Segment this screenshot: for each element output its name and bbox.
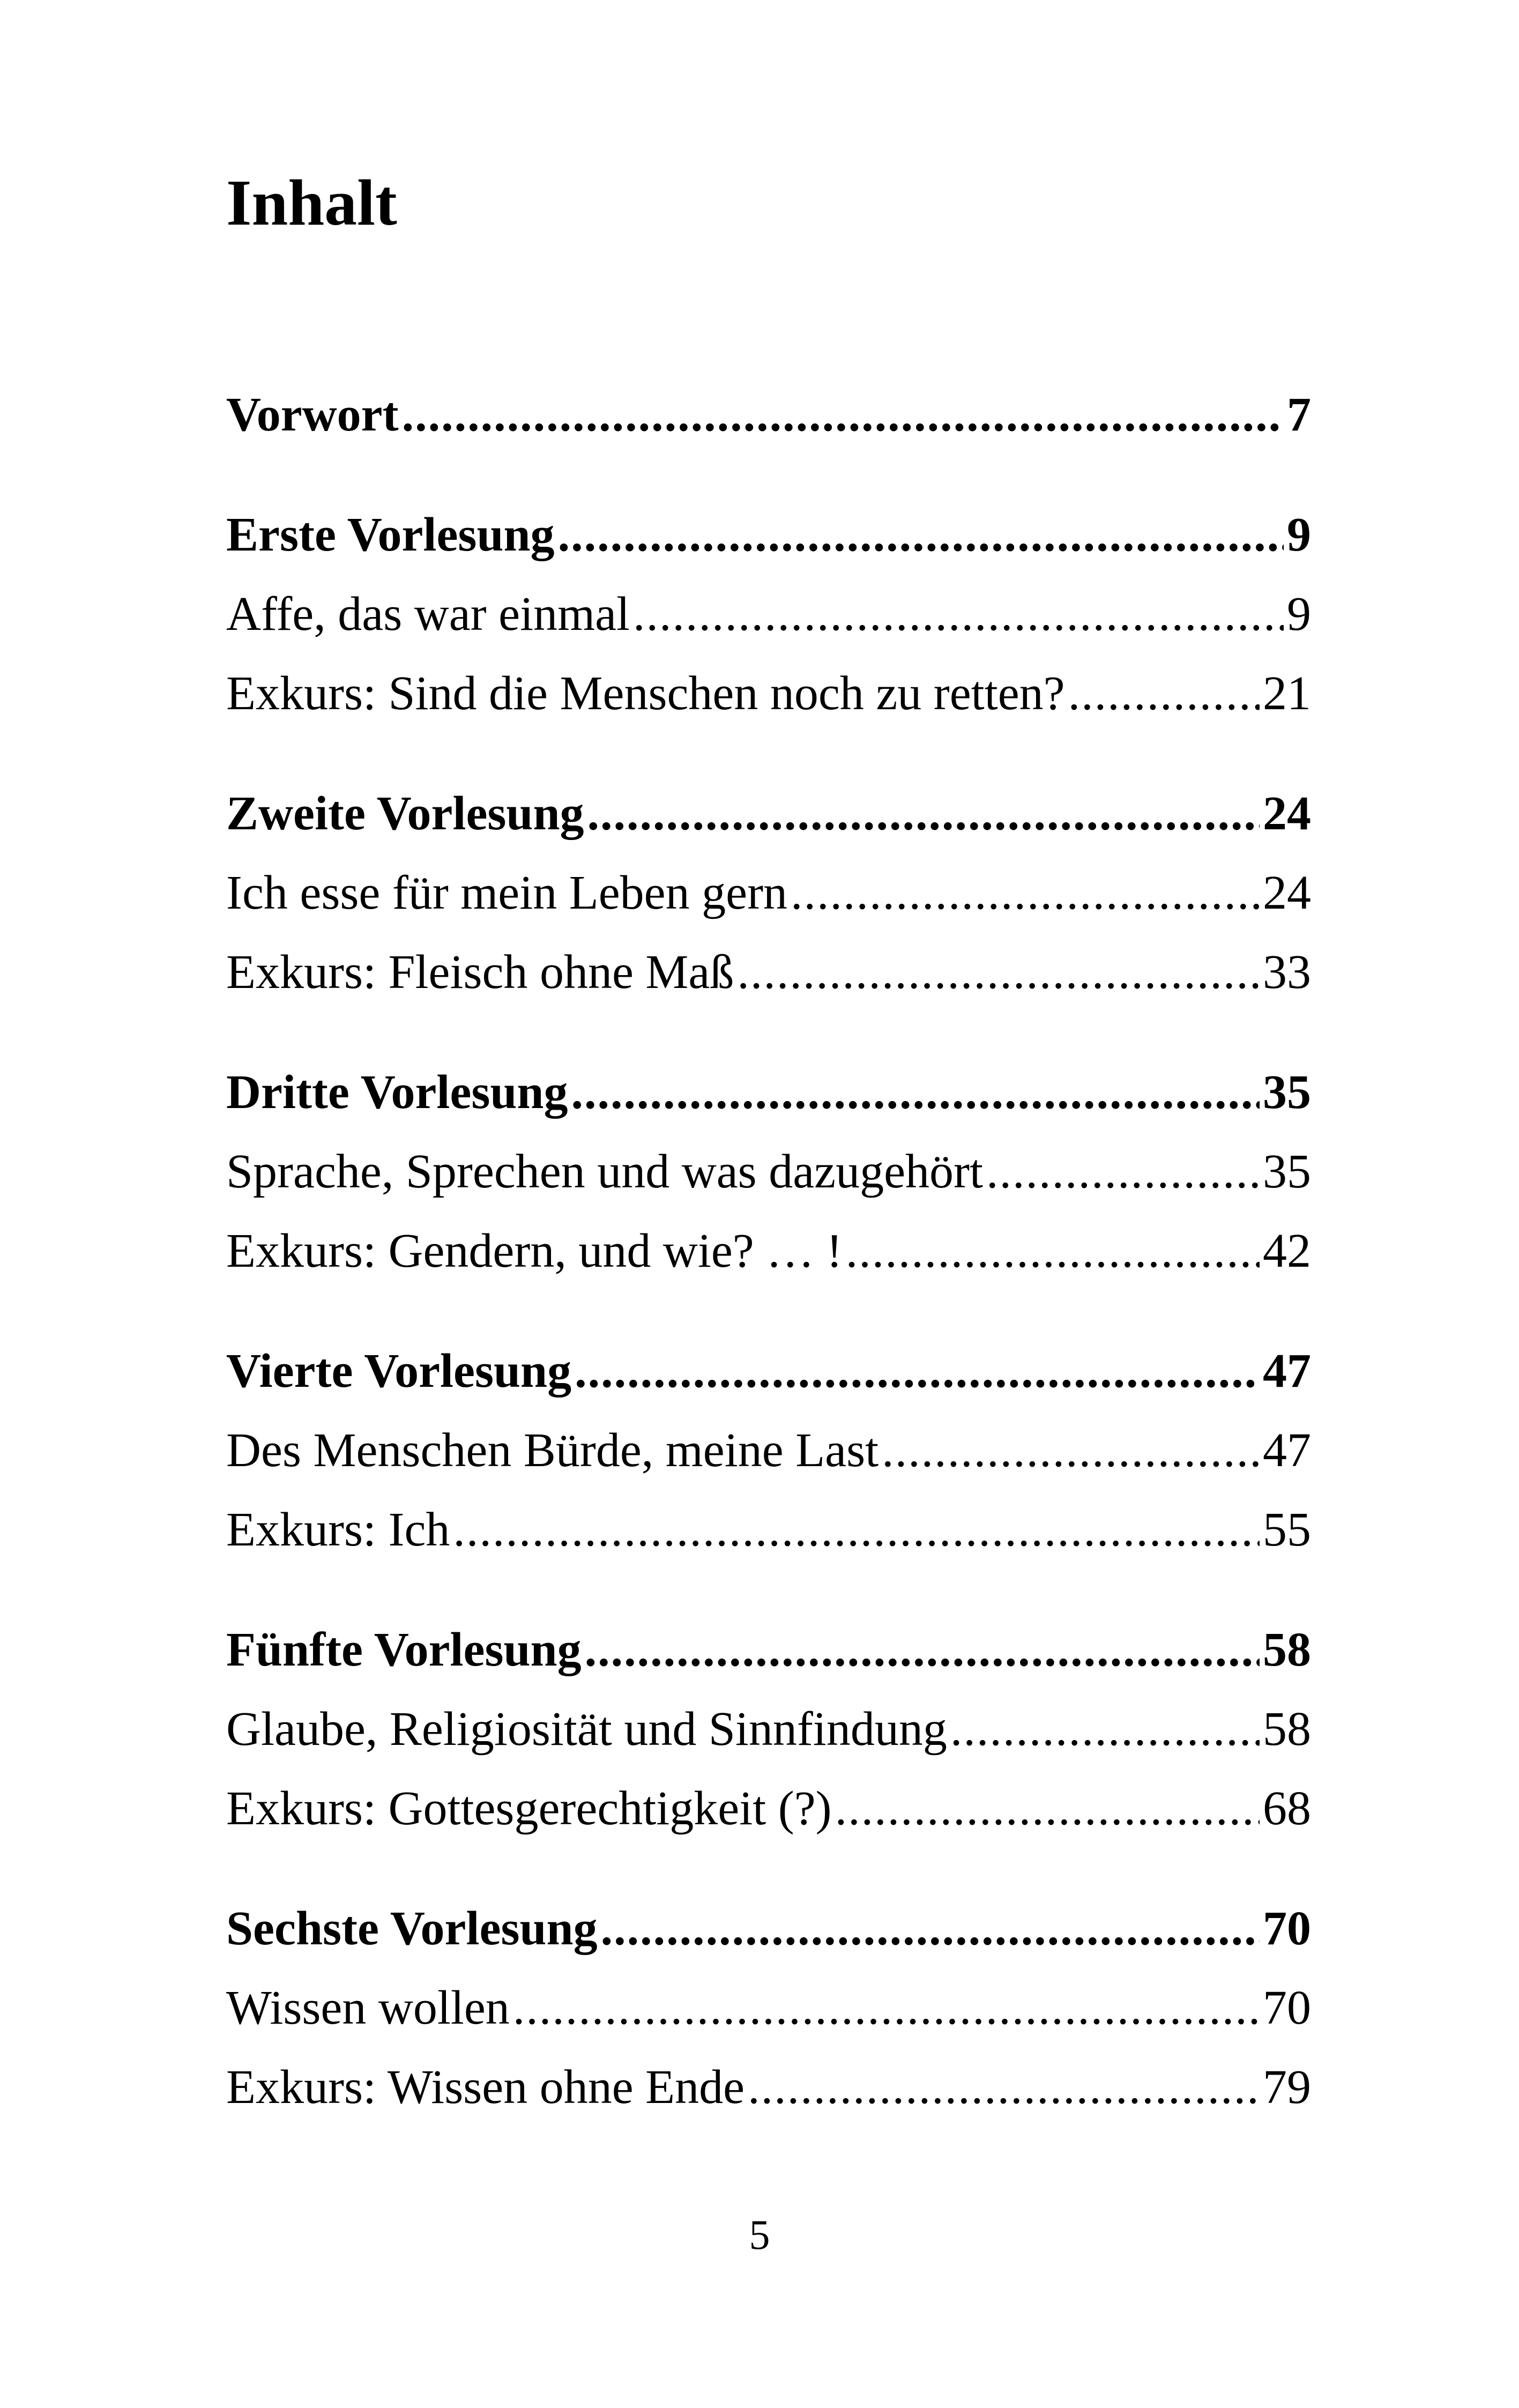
toc-entry-title: Erste Vorlesung (226, 508, 555, 561)
toc-entry-chapter-4 (226, 1332, 1311, 1411)
toc-entry-chapter-6 (226, 1889, 1311, 1968)
toc-entry-page: 21 (1263, 667, 1311, 720)
dot-leader (513, 1968, 1260, 2048)
toc-entry-title: Affe, das war einmal (226, 588, 630, 641)
toc-entry-title: Ich esse für mein Leben gern (226, 866, 788, 919)
table-of-contents (226, 375, 1311, 2127)
toc-entry-title: Exkurs: Sind die Menschen noch zu retten? (226, 667, 1065, 720)
dot-leader (571, 1053, 1260, 1132)
toc-entry-vorwort (226, 375, 1311, 455)
toc-entry-page: 24 (1263, 787, 1311, 840)
dot-leader (633, 575, 1284, 654)
toc-entry-excursus (226, 1769, 1311, 1848)
dot-leader (601, 1889, 1260, 1968)
toc-entry-excursus (226, 933, 1311, 1012)
toc-entry-page: 7 (1287, 388, 1311, 441)
toc-entry-title: Vorwort (226, 388, 399, 441)
dot-leader (986, 1132, 1260, 1212)
toc-entry-chapter-5 (226, 1610, 1311, 1690)
toc-entry-title: Exkurs: Ich (226, 1503, 450, 1556)
toc-entry-excursus (226, 2048, 1311, 2127)
toc-entry-chapter-2 (226, 774, 1311, 853)
dot-leader (575, 1332, 1260, 1411)
dot-leader (585, 1610, 1260, 1690)
toc-entry-page: 42 (1263, 1224, 1311, 1277)
toc-entry-title: Sechste Vorlesung (226, 1902, 598, 1955)
dot-leader (1068, 654, 1260, 733)
toc-entry-page: 9 (1287, 588, 1311, 641)
toc-entry-page: 70 (1263, 1981, 1311, 2034)
toc-entry-title: Zweite Vorlesung (226, 787, 584, 840)
toc-entry-page: 58 (1263, 1623, 1311, 1676)
dot-leader (587, 774, 1260, 853)
dot-leader (846, 1212, 1260, 1291)
dot-leader (950, 1690, 1260, 1769)
dot-leader (453, 1490, 1260, 1570)
toc-entry-title: Des Menschen Bürde, meine Last (226, 1424, 879, 1477)
toc-entry-page: 79 (1263, 2061, 1311, 2114)
toc-entry-page: 9 (1287, 508, 1311, 561)
toc-entry-title: Exkurs: Gottesgerechtigkeit (?) (226, 1782, 832, 1835)
dot-leader (748, 2048, 1260, 2127)
toc-entry-section (226, 853, 1311, 933)
dot-leader (835, 1769, 1260, 1848)
dot-leader (558, 495, 1284, 575)
page-number: 5 (749, 2211, 770, 2258)
toc-entry-page: 33 (1263, 946, 1311, 999)
toc-entry-title: Exkurs: Fleisch ohne Maß (226, 946, 734, 999)
toc-entry-excursus (226, 1490, 1311, 1570)
toc-entry-title: Sprache, Sprechen und was dazugehört (226, 1145, 984, 1198)
toc-entry-section (226, 575, 1311, 654)
dot-leader (737, 933, 1260, 1012)
toc-entry-section (226, 1968, 1311, 2048)
toc-entry-page: 47 (1263, 1424, 1311, 1477)
toc-entry-page: 55 (1263, 1503, 1311, 1556)
toc-entry-title: Glaube, Religiosität und Sinnfindung (226, 1703, 947, 1756)
toc-entry-page: 68 (1263, 1782, 1311, 1835)
toc-entry-page: 35 (1263, 1066, 1311, 1119)
toc-entry-chapter-1 (226, 495, 1311, 575)
toc-entry-title: Wissen wollen (226, 1981, 510, 2034)
toc-entry-section (226, 1690, 1311, 1769)
dot-leader (402, 375, 1284, 455)
toc-entry-page: 47 (1263, 1344, 1311, 1398)
toc-entry-title: Fünfte Vorlesung (226, 1623, 582, 1676)
toc-entry-title: Exkurs: Wissen ohne Ende (226, 2061, 745, 2114)
toc-entry-section (226, 1132, 1311, 1212)
dot-leader (882, 1411, 1260, 1490)
toc-entry-excursus (226, 654, 1311, 733)
toc-entry-page: 24 (1263, 866, 1311, 919)
toc-entry-title: Exkurs: Gendern, und wie? … ! (226, 1224, 843, 1277)
page-title: Inhalt (226, 167, 397, 239)
toc-entry-page: 35 (1263, 1145, 1311, 1198)
toc-entry-page: 58 (1263, 1703, 1311, 1756)
toc-entry-page: 70 (1263, 1902, 1311, 1955)
toc-entry-chapter-3 (226, 1053, 1311, 1132)
toc-entry-section (226, 1411, 1311, 1490)
dot-leader (791, 853, 1260, 933)
toc-entry-title: Dritte Vorlesung (226, 1066, 568, 1119)
toc-entry-excursus (226, 1212, 1311, 1291)
toc-entry-title: Vierte Vorlesung (226, 1344, 572, 1398)
